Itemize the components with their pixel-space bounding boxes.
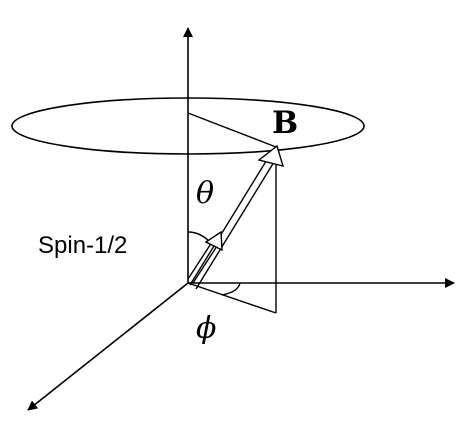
x-axis <box>28 283 188 410</box>
b-field-label: B <box>272 105 299 141</box>
b-field-arrow <box>190 146 283 289</box>
theta-arc <box>188 232 210 242</box>
phi-label: ϕ <box>196 311 217 346</box>
tilt-to-ellipse-line <box>188 113 276 147</box>
phi-arc <box>222 283 240 295</box>
ground-projection-line <box>188 283 276 313</box>
spin-label: Spin-1/2 <box>38 232 128 259</box>
theta-label: θ <box>196 176 215 211</box>
